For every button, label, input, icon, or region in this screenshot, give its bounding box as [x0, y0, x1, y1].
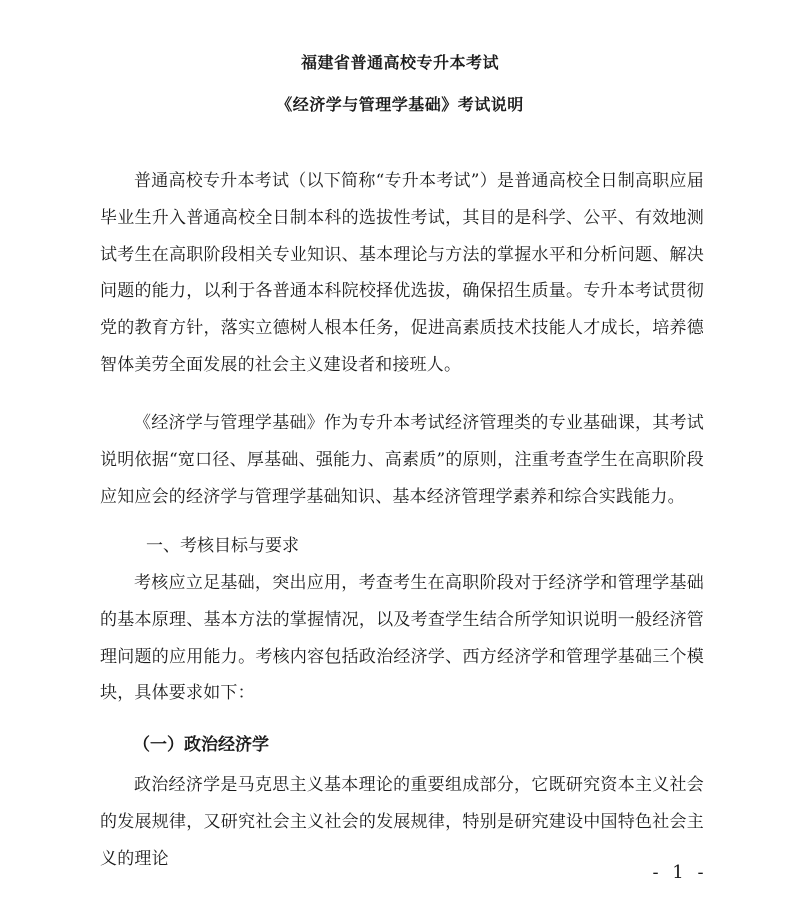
paragraph-text: 考核应立足基础，突出应用，考查考生在高职阶段对于经济学和管理学基础的基本原理、基本方法的掌握情况，以及考查学生结合所学知识说明一般经济管理问题的应用能力。考核内容包括政治经济学、西方经济学和管理学基础三个模块，具体要求如下： [100, 573, 704, 704]
document-subtitle: 《经济学与管理学基础》考试说明 [276, 95, 524, 114]
subsection-heading: （一）政治经济学 [133, 735, 269, 755]
course-description-paragraph [100, 405, 704, 515]
assessment-paragraph [100, 565, 704, 712]
paragraph-text: 政治经济学是马克思主义基本理论的重要组成部分，它既研究资本主义社会的发展规律，又研究社会主义社会的发展规律，特别是研究建设中国特色社会主义的理论 [100, 775, 704, 869]
intro-paragraph [100, 163, 704, 384]
section-heading: 一、考核目标与要求 [146, 536, 299, 556]
political-economy-paragraph [100, 767, 704, 877]
document-title: 福建省普通高校专升本考试 [300, 53, 499, 72]
page-number: - 1 - [652, 862, 708, 883]
paragraph-text: 《经济学与管理学基础》作为专升本考试经济管理类的专业基础课，其考试说明依据“宽口径、厚基础、强能力、高素质”的原则，注重考查学生在高职阶段应知应会的经济学与管理学基础知识、基本经济管理学素养和综合实践能力。 [100, 413, 704, 507]
paragraph-text: 普通高校专升本考试（以下简称“专升本考试”）是普通高校全日制高职应届毕业生升入普通高校全日制本科的选拔性考试，其目的是科学、公平、有效地测试考生在高职阶段相关专业知识、基本理论与方法的掌握水平和分析问题、解决问题的能力，以利于各普通本科院校择优选拔，确保招生质量。专升本考试贯彻党的教育方针，落实立德树人根本任务，促进高素质技术技能人才成长，培养德智体美劳全面发展的社会主义建设者和接班人。 [100, 171, 704, 375]
